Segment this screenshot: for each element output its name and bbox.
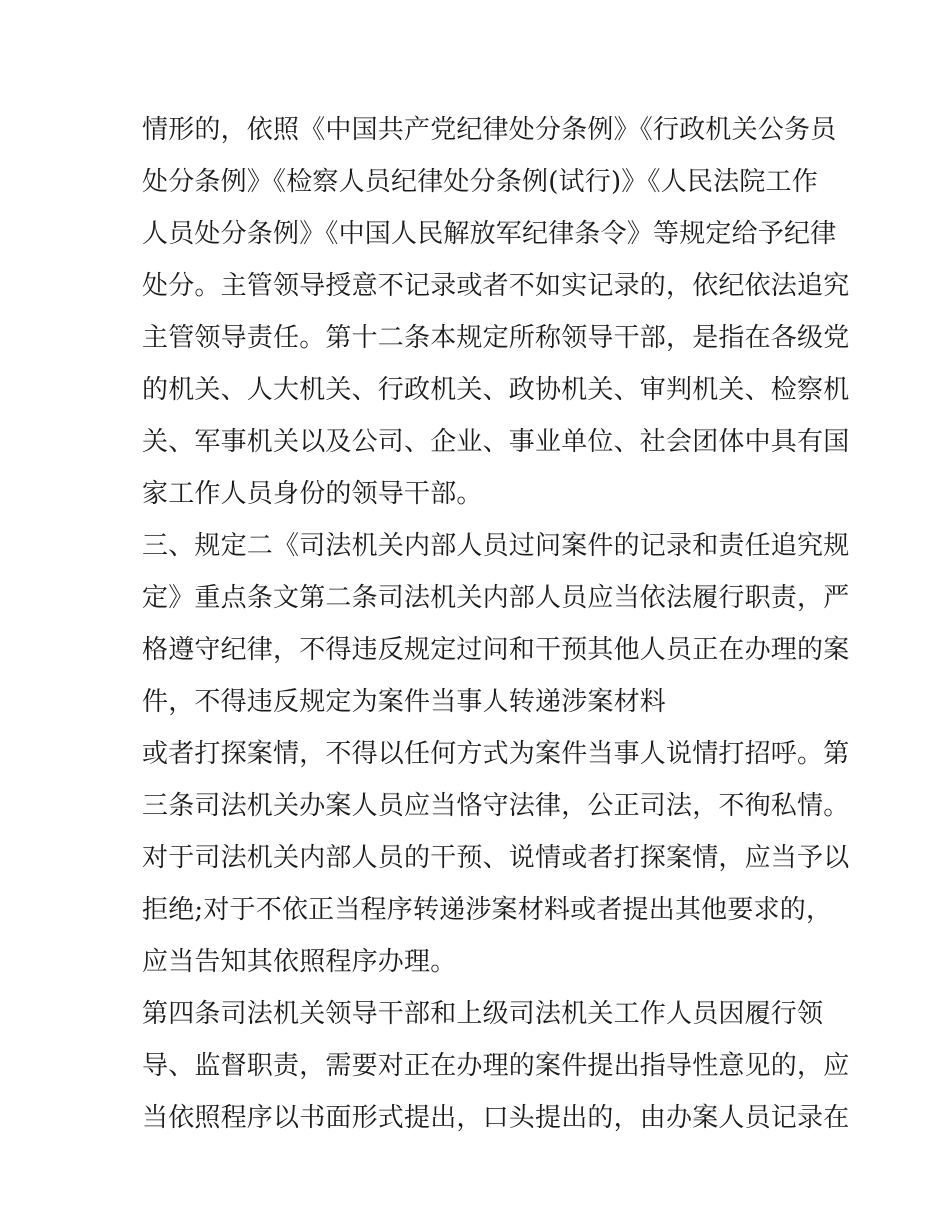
text-line: 应当告知其依照程序办理。 bbox=[142, 947, 457, 977]
text-line: 关、军事机关以及公司、企业、事业单位、社会团体中具有国 bbox=[142, 427, 850, 457]
text-line: 第四条司法机关领导干部和上级司法机关工作人员因履行领 bbox=[142, 999, 824, 1029]
text-line: 主管领导责任。第十二条本规定所称领导干部，是指在各级党 bbox=[142, 323, 850, 353]
text-line: 处分。主管领导授意不记录或者不如实记录的，依纪依法追究 bbox=[142, 271, 850, 301]
text-line: 拒绝;对于不依正当程序转递涉案材料或者提出其他要求的， bbox=[142, 895, 833, 925]
text-line: 对于司法机关内部人员的干预、说情或者打探案情，应当予以 bbox=[142, 843, 850, 873]
text-line: 的机关、人大机关、行政机关、政协机关、审判机关、检察机 bbox=[142, 375, 850, 405]
text-line: 定》重点条文第二条司法机关内部人员应当依法履行职责，严 bbox=[142, 583, 850, 613]
text-line: 或者打探案情，不得以任何方式为案件当事人说情打招呼。第 bbox=[142, 739, 850, 769]
text-line: 导、监督职责，需要对正在办理的案件提出指导性意见的，应 bbox=[142, 1051, 850, 1081]
text-line: 情形的，依照《中国共产党纪律处分条例》《行政机关公务员 bbox=[142, 115, 837, 145]
text-line: 处分条例》《检察人员纪律处分条例(试行)》《人民法院工作 bbox=[142, 167, 818, 197]
text-line: 家工作人员身份的领导干部。 bbox=[142, 479, 483, 509]
text-line: 人员处分条例》《中国人民解放军纪律条令》等规定给予纪律 bbox=[142, 219, 837, 249]
text-line: 格遵守纪律，不得违反规定过问和干预其他人员正在办理的案 bbox=[142, 635, 850, 665]
text-line: 件，不得违反规定为案件当事人转递涉案材料 bbox=[142, 687, 667, 717]
text-line: 三条司法机关办案人员应当恪守法律，公正司法，不徇私情。 bbox=[142, 791, 850, 821]
text-line: 当依照程序以书面形式提出，口头提出的，由办案人员记录在 bbox=[142, 1103, 850, 1133]
section-heading-line: 三、规定二《司法机关内部人员过问案件的记录和责任追究规 bbox=[142, 531, 850, 561]
